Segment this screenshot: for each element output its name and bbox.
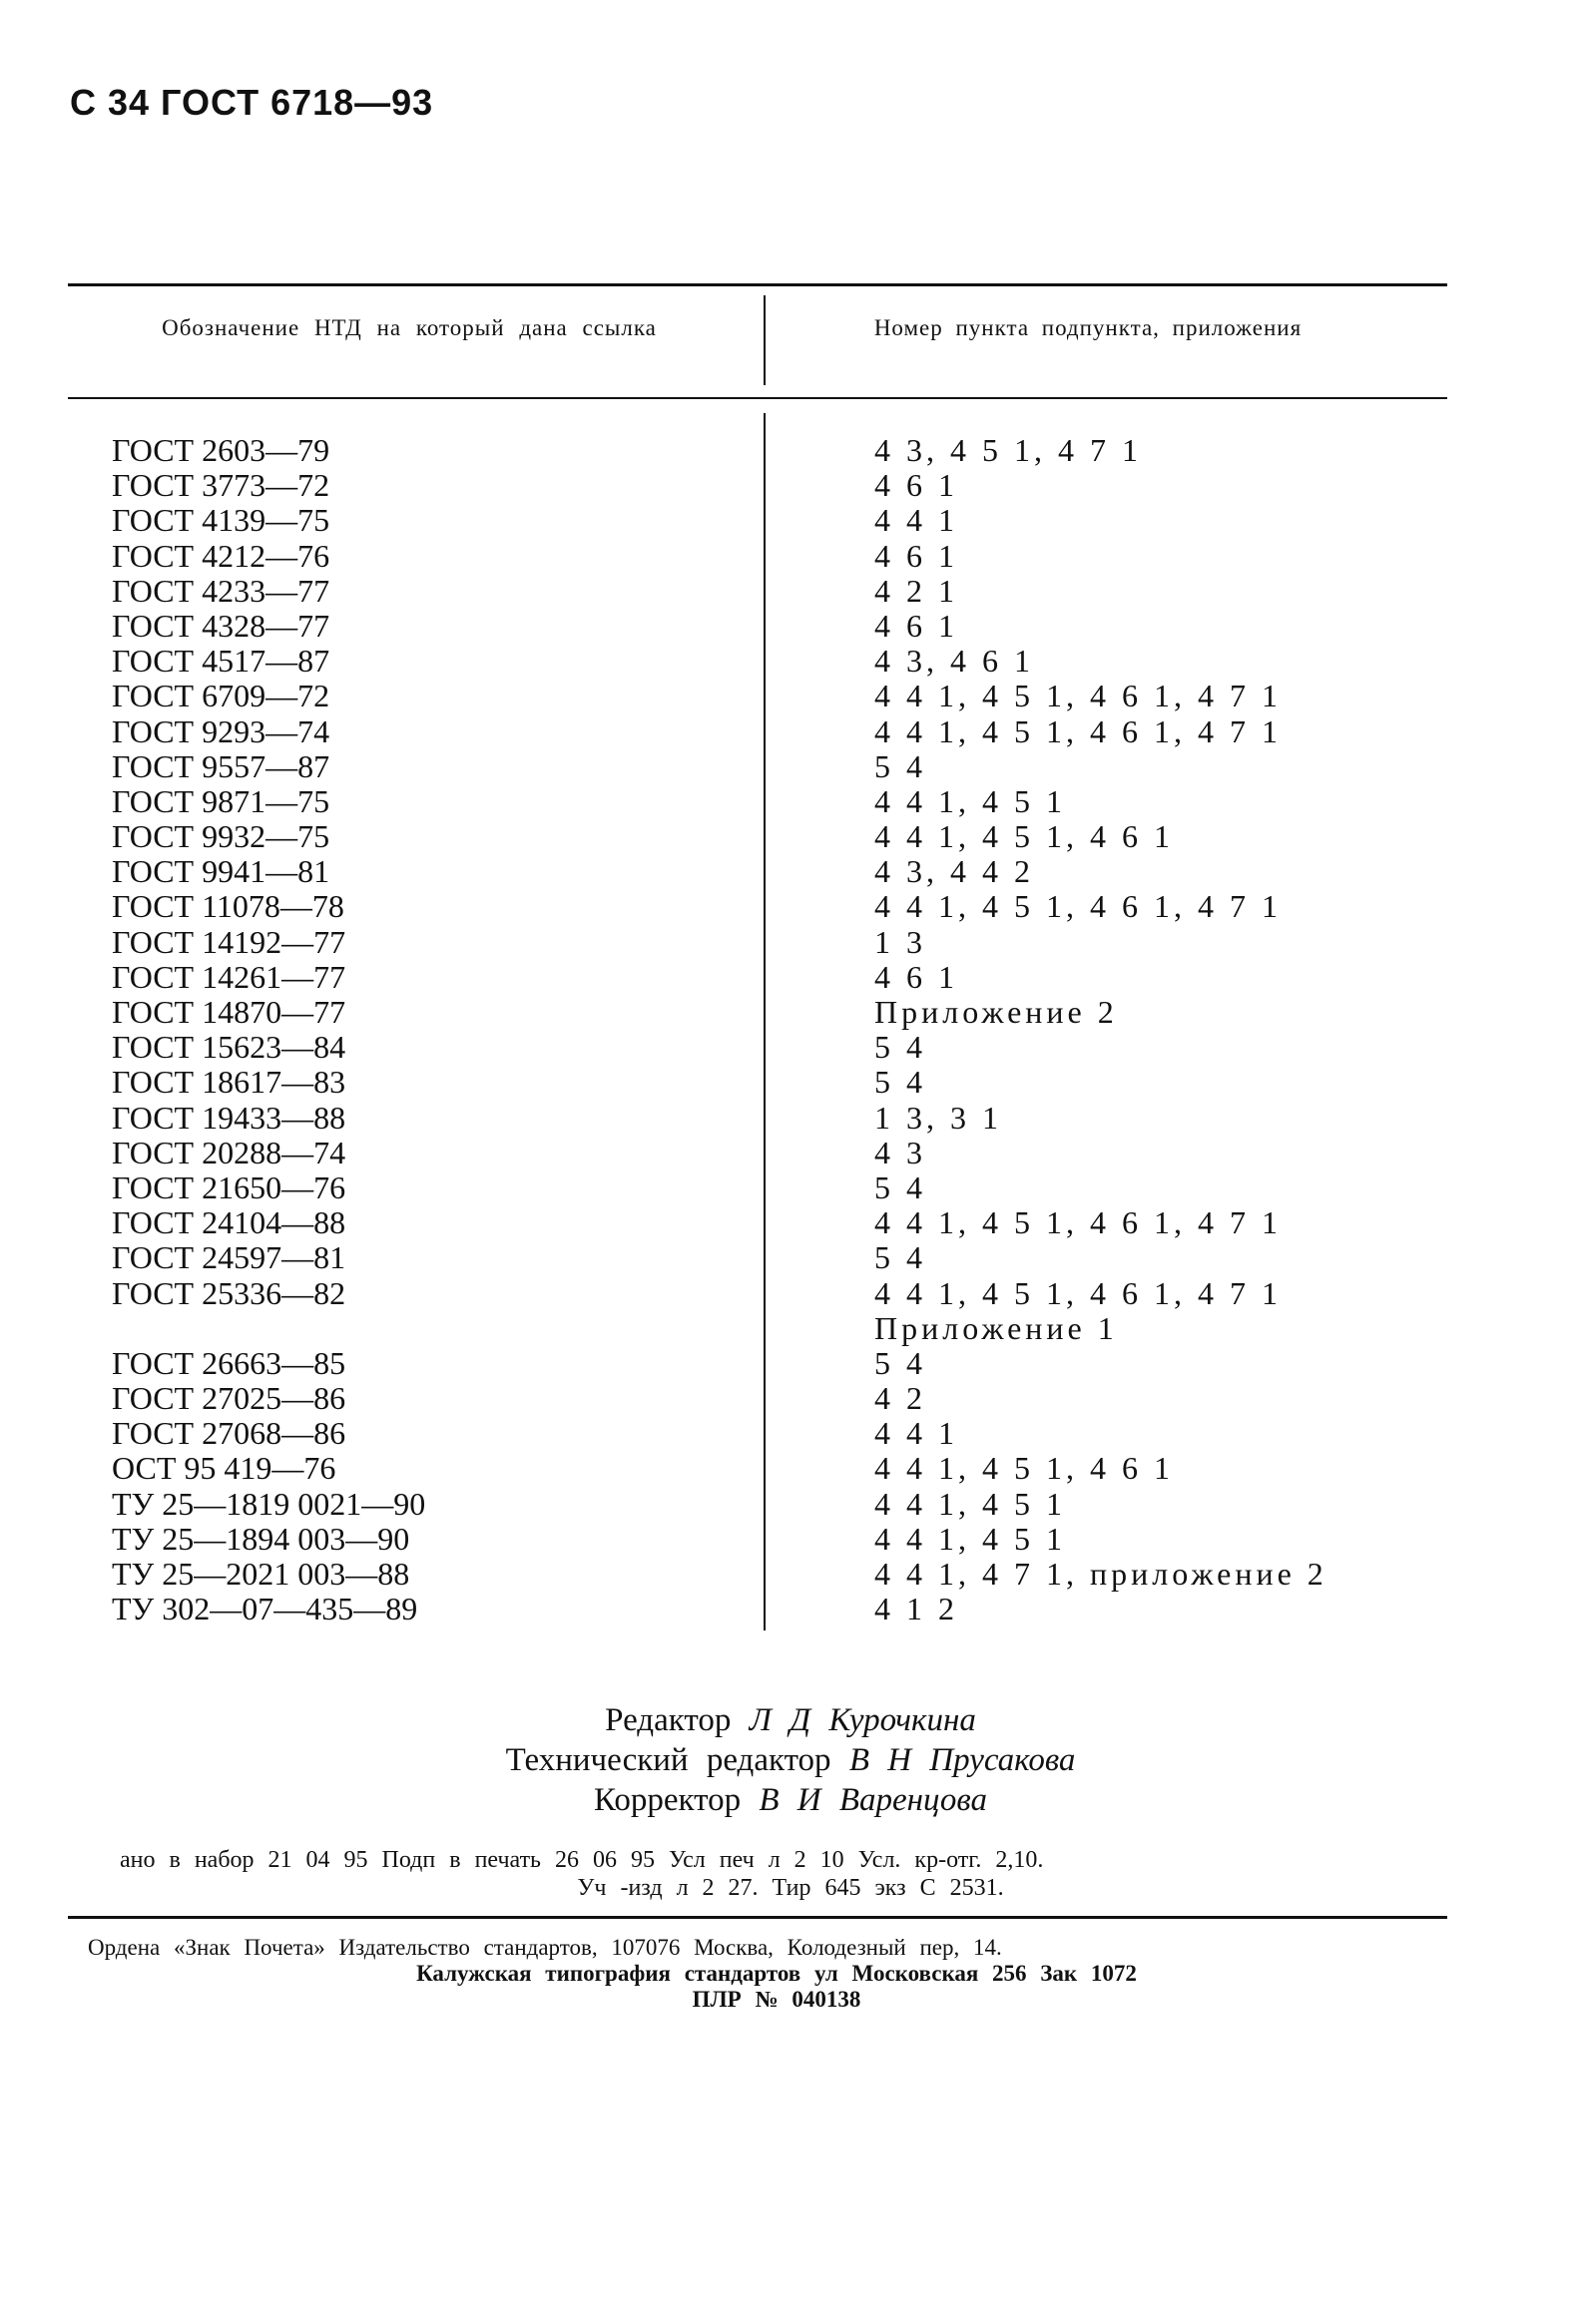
page-header: С 34 ГОСТ 6718—93	[70, 82, 434, 123]
tech-editor-label: Технический редактор	[505, 1742, 831, 1778]
clause-reference: 4 6 1	[874, 958, 958, 995]
clause-reference: 4 6 1	[874, 467, 958, 504]
clause-reference: 4 4 1, 4 5 1, 4 6 1	[874, 818, 1174, 855]
document-designation: ТУ 25—2021 003—88	[112, 1556, 410, 1592]
column-header-reference: Номер пункта подпункта, приложения	[873, 315, 1303, 340]
table-row	[0, 1101, 1581, 1136]
document-designation: ТУ 25—1819 0021—90	[112, 1485, 426, 1522]
tech-editor-name: В Н Прусакова	[848, 1742, 1076, 1778]
clause-reference: 4 4 1, 4 7 1, приложение 2	[874, 1556, 1327, 1592]
clause-reference: 4 4 1	[874, 1415, 958, 1452]
table-row	[0, 1240, 1581, 1275]
document-designation: ГОСТ 27068—86	[112, 1415, 346, 1452]
table-row	[0, 433, 1581, 468]
clause-reference: Приложение 1	[874, 1309, 1118, 1346]
clause-reference: 4 4 1, 4 5 1, 4 6 1	[874, 1450, 1174, 1487]
document-designation: ГОСТ 9293—74	[112, 712, 330, 749]
table-row	[0, 784, 1581, 819]
table-row	[0, 609, 1581, 644]
document-designation: ГОСТ 4212—76	[112, 537, 330, 574]
table-row	[0, 1170, 1581, 1205]
clause-reference: 4 6 1	[874, 607, 958, 644]
table-row	[0, 889, 1581, 924]
editor-line	[0, 1701, 1581, 1739]
clause-reference: 1 3	[874, 923, 926, 960]
column-divider-header	[764, 295, 766, 385]
table-header-rule	[68, 397, 1447, 399]
clause-reference: 4 4 1, 4 5 1, 4 6 1, 4 7 1	[874, 712, 1282, 749]
clause-reference: 4 4 1	[874, 502, 958, 539]
clause-reference: 4 4 1, 4 5 1, 4 6 1, 4 7 1	[874, 1274, 1282, 1311]
table-row	[0, 1557, 1581, 1592]
table-row	[0, 1276, 1581, 1311]
clause-reference: 1 3, 3 1	[874, 1099, 1002, 1136]
table-row	[0, 644, 1581, 679]
clause-reference: 4 4 1, 4 5 1	[874, 782, 1066, 819]
document-designation: ГОСТ 9932—75	[112, 818, 330, 855]
document-designation: ГОСТ 6709—72	[112, 678, 330, 714]
document-designation: ГОСТ 4517—87	[112, 643, 330, 680]
document-designation: ГОСТ 25336—82	[112, 1274, 346, 1311]
table-top-rule	[68, 283, 1447, 286]
publisher-line-1: Ордена «Знак Почета» Издательство стандартов, 107076 Москва, Колодезный пер, 14.	[88, 1935, 1002, 1960]
document-designation: ГОСТ 14192—77	[112, 923, 346, 960]
document-designation: ГОСТ 15623—84	[112, 1029, 346, 1066]
clause-reference: 5 4	[874, 1239, 926, 1276]
clause-reference: Приложение 2	[874, 994, 1118, 1030]
editor-name: Л Д Курочкина	[749, 1702, 976, 1738]
reference-table-body	[0, 433, 1581, 1627]
clause-reference: 5 4	[874, 747, 926, 784]
clause-reference: 4 2	[874, 1380, 926, 1417]
table-row	[0, 1451, 1581, 1486]
document-designation: ГОСТ 24597—81	[112, 1239, 346, 1276]
table-row	[0, 574, 1581, 609]
document-designation: ГОСТ 26663—85	[112, 1344, 346, 1381]
table-row	[0, 1416, 1581, 1451]
table-row	[0, 1346, 1581, 1381]
document-designation: ГОСТ 20288—74	[112, 1134, 346, 1170]
table-row	[0, 1065, 1581, 1100]
document-designation: ГОСТ 4328—77	[112, 607, 330, 644]
table-row	[0, 1522, 1581, 1557]
table-row	[0, 1136, 1581, 1170]
clause-reference: 4 3, 4 4 2	[874, 853, 1034, 890]
document-designation: ГОСТ 3773—72	[112, 467, 330, 504]
clause-reference: 4 4 1, 4 5 1, 4 6 1, 4 7 1	[874, 888, 1282, 925]
table-row	[0, 1205, 1581, 1240]
table-row	[0, 714, 1581, 749]
table-row	[0, 1487, 1581, 1522]
table-row	[0, 503, 1581, 538]
table-row	[0, 995, 1581, 1030]
clause-reference: 4 4 1, 4 5 1, 4 6 1, 4 7 1	[874, 1204, 1282, 1241]
document-designation: ГОСТ 19433—88	[112, 1099, 346, 1136]
table-row	[0, 925, 1581, 960]
editor-label: Редактор	[605, 1702, 732, 1738]
clause-reference: 5 4	[874, 1168, 926, 1205]
footer-rule	[68, 1916, 1447, 1919]
clause-reference: 4 2 1	[874, 572, 958, 609]
document-designation: ГОСТ 2603—79	[112, 432, 330, 468]
column-header-document: Обозначение НТД на который дана ссылка	[162, 315, 657, 340]
clause-reference: 5 4	[874, 1029, 926, 1066]
clause-reference: 5 4	[874, 1344, 926, 1381]
document-designation: ГОСТ 14870—77	[112, 994, 346, 1030]
table-row	[0, 1030, 1581, 1065]
corrector-label: Корректор	[593, 1782, 742, 1818]
document-designation: ТУ 25—1894 003—90	[112, 1520, 410, 1557]
table-row	[0, 1311, 1581, 1346]
clause-reference: 4 4 1, 4 5 1, 4 6 1, 4 7 1	[874, 678, 1282, 714]
table-row	[0, 960, 1581, 995]
corrector-line	[0, 1781, 1581, 1819]
document-designation: ГОСТ 21650—76	[112, 1168, 346, 1205]
table-row	[0, 468, 1581, 503]
document-designation: ГОСТ 27025—86	[112, 1380, 346, 1417]
document-designation: ОСТ 95 419—76	[112, 1450, 336, 1487]
clause-reference: 4 3, 4 6 1	[874, 643, 1034, 680]
table-row	[0, 854, 1581, 889]
document-designation: ГОСТ 14261—77	[112, 958, 346, 995]
table-row	[0, 1592, 1581, 1627]
clause-reference: 4 4 1, 4 5 1	[874, 1485, 1066, 1522]
table-row	[0, 679, 1581, 713]
table-row	[0, 819, 1581, 854]
clause-reference: 4 4 1, 4 5 1	[874, 1520, 1066, 1557]
document-designation: ТУ 302—07—435—89	[112, 1591, 418, 1627]
publisher-line-3: ПЛР № 040138	[692, 1987, 861, 2012]
document-designation: ГОСТ 9941—81	[112, 853, 330, 890]
clause-reference: 4 3, 4 5 1, 4 7 1	[874, 432, 1142, 468]
table-row	[0, 749, 1581, 784]
clause-reference: 4 3	[874, 1134, 926, 1170]
document-designation: ГОСТ 4139—75	[112, 502, 330, 539]
publisher-line-2: Калужская типография стандартов ул Московская 256 Зак 1072	[416, 1961, 1137, 1986]
clause-reference: 4 6 1	[874, 537, 958, 574]
clause-reference: 5 4	[874, 1064, 926, 1101]
tech-editor-line	[0, 1741, 1581, 1779]
document-designation: ГОСТ 11078—78	[112, 888, 344, 925]
corrector-name: В И Варенцова	[759, 1782, 988, 1818]
print-info-line-1: ано в набор 21 04 95 Подп в печать 26 06 95 Усл печ л 2 10 Усл. кр-отг. 2,10.	[120, 1847, 1044, 1873]
table-row	[0, 539, 1581, 574]
clause-reference: 4 1 2	[874, 1591, 958, 1627]
document-designation: ГОСТ 9557—87	[112, 747, 330, 784]
print-info-line-2: Уч -изд л 2 27. Тир 645 экз С 2531.	[577, 1875, 1004, 1901]
document-designation: ГОСТ 9871—75	[112, 782, 330, 819]
document-designation: ГОСТ 24104—88	[112, 1204, 346, 1241]
document-designation: ГОСТ 4233—77	[112, 572, 330, 609]
table-row	[0, 1381, 1581, 1416]
document-designation: ГОСТ 18617—83	[112, 1064, 346, 1101]
